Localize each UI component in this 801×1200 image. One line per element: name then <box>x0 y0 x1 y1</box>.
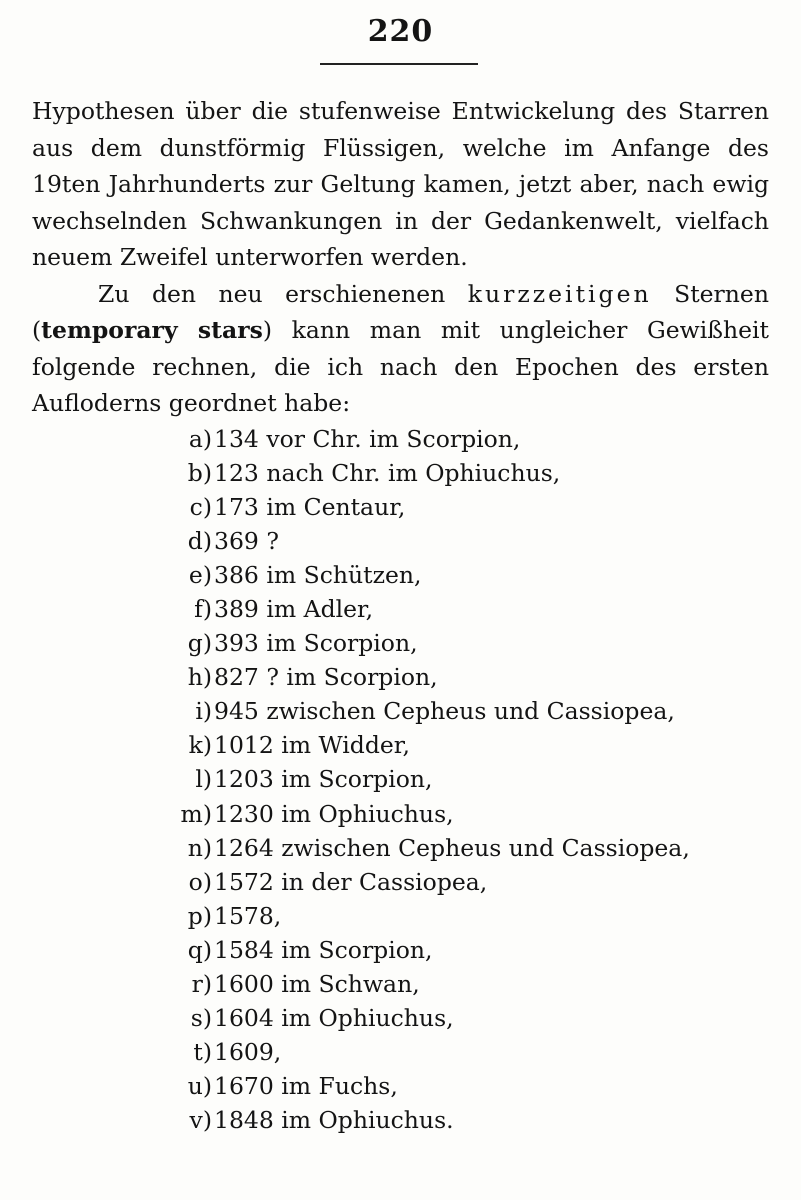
item-letter: t) <box>193 1038 212 1067</box>
item-text: 173 im Centaur, <box>214 492 406 521</box>
item-letter: c) <box>189 492 212 521</box>
item-text: 393 im Scorpion, <box>214 629 418 658</box>
paragraph-temporary-stars <box>32 276 769 422</box>
item-text: 1572 in der Cassiopea, <box>214 867 488 896</box>
item-text: 1848 im Ophiuchus. <box>214 1106 454 1135</box>
item-letter: r) <box>191 970 212 998</box>
item-text: 386 im Schützen, <box>214 560 422 589</box>
item-letter: e) <box>188 560 212 589</box>
item-text: 134 vor Chr. im Scorpion, <box>214 424 521 453</box>
item-letter: a) <box>188 424 212 453</box>
item-text: 1230 im Ophiuchus, <box>214 799 454 828</box>
item-text: 389 im Adler, <box>214 594 374 623</box>
list-item <box>32 728 769 762</box>
item-text: 1604 im Ophiuchus, <box>214 1004 454 1033</box>
list-item <box>32 1035 769 1069</box>
item-letter: m) <box>180 799 212 828</box>
item-letter: v) <box>189 1106 212 1135</box>
page-number: 220 <box>367 14 434 49</box>
item-text: 827 ? im Scorpion, <box>214 663 438 692</box>
item-text: 123 nach Chr. im Ophiuchus, <box>214 458 561 487</box>
emphasized-term: kurzzeitigen <box>467 279 652 308</box>
list-item <box>32 797 769 831</box>
item-text: 945 zwischen Cepheus und Cassiopea, <box>214 697 675 726</box>
list-item <box>32 456 769 490</box>
item-letter: n) <box>187 833 212 862</box>
list-item <box>32 831 769 865</box>
item-letter: f) <box>194 594 212 623</box>
list-item <box>32 1001 769 1035</box>
item-letter: l) <box>195 765 212 794</box>
list-item <box>32 422 769 456</box>
paragraph-continued: Hypothesen über die stufenweise Entwickelung des Starren aus dem dunstförmig Flüssigen, welche im Anfange des 19ten Jahrhunderts zur Geltung kamen, jetzt aber, nach ewig wechselnden Schwankungen in der Gedankenwelt, vielfach neuem Zweifel unterworfen werden. <box>32 97 769 271</box>
item-letter: g) <box>187 629 212 658</box>
list-item <box>32 558 769 592</box>
list-item <box>32 490 769 524</box>
item-letter: b) <box>187 458 212 487</box>
paragraph-rest: ) kann man mit ungleicher Gewißheit folgende rechnen, die ich nach den Epochen des ersten Aufloderns geordnet habe: <box>32 316 769 417</box>
item-letter: u) <box>187 1072 212 1101</box>
page-body <box>32 93 769 1137</box>
item-text: 1670 im Fuchs, <box>214 1072 398 1101</box>
item-letter: h) <box>187 663 212 692</box>
list-item <box>32 694 769 728</box>
item-text: 1609, <box>214 1038 282 1067</box>
item-text: 369 ? <box>214 526 279 555</box>
item-letter: q) <box>187 935 212 964</box>
item-text: 1584 im Scorpion, <box>214 935 433 964</box>
paragraph-middle: Sternen ( <box>32 279 769 344</box>
item-letter: p) <box>187 901 212 930</box>
item-text: 1203 im Scorpion, <box>214 765 433 794</box>
item-text: 1264 zwischen Cepheus und Cassiopea, <box>214 833 690 862</box>
list-item <box>32 967 769 1001</box>
item-letter: k) <box>188 731 212 760</box>
list-item <box>32 626 769 660</box>
item-letter: o) <box>188 867 212 896</box>
list-item <box>32 899 769 933</box>
list-item <box>32 762 769 796</box>
item-letter: d) <box>187 526 212 555</box>
list-item <box>32 933 769 967</box>
item-text: 1600 im Schwan, <box>214 970 420 998</box>
item-letter: s) <box>190 1004 212 1033</box>
list-item <box>32 1103 769 1137</box>
temporary-stars-list <box>32 422 769 1138</box>
list-item <box>32 524 769 558</box>
list-item <box>32 1069 769 1103</box>
item-text: 1012 im Widder, <box>214 731 410 760</box>
list-item <box>32 865 769 899</box>
english-term: temporary stars <box>41 316 263 344</box>
paragraph-intro: Zu den neu erschienenen <box>98 279 446 308</box>
header-rule <box>320 63 478 65</box>
item-text: 1578, <box>214 901 282 930</box>
list-item <box>32 592 769 626</box>
list-item <box>32 660 769 694</box>
item-letter: i) <box>195 697 212 726</box>
